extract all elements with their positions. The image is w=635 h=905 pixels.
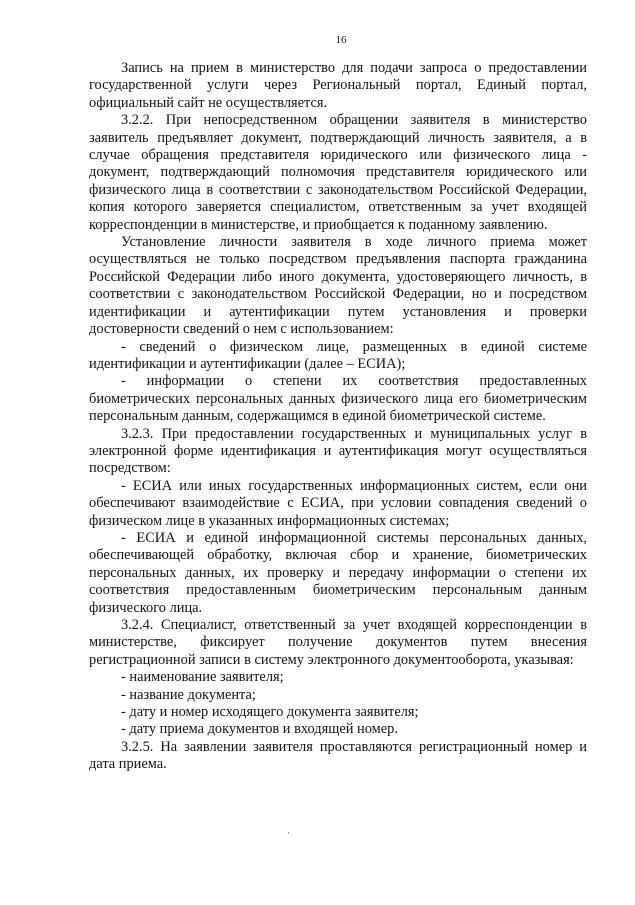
list-item-document-name: - название документа; <box>121 686 256 703</box>
list-item-esia-unified: - ЕСИА и единой информационной системы персональных данных, обеспечивающей обработку, включая сбор и хранение, биометрических персональных данных, их проверку и передачу информации о степени их соответствия предоставленным биометрическим персональным данным физического лица. <box>89 529 587 616</box>
paragraph-3-2-2: 3.2.2. При непосредственном обращении заявителя в министерство заявитель предъявляет документ, подтверждающий личность заявителя, а в случае обращения представителя юридического или физического лица - документ, подтверждающий полномочия представителя юридического или физического лица в соответствии с законодательством Российской Федерации, копия которого заверяется специалистом, ответственным за учет входящей корреспонденции в министерстве, и приобщается к поданному заявлению. <box>89 112 587 233</box>
list-item-outgoing-date: - дату и номер исходящего документа заявителя; <box>121 704 419 721</box>
list-item-esia-systems: - ЕСИА или иных государственных информационных систем, если они обеспечивают взаимодействие с ЕСИА, при условии совпадения сведений о физическом лице в указанных информационных системах; <box>89 477 587 529</box>
scan-speck: · <box>287 828 290 838</box>
list-item-applicant-name: - наименование заявителя; <box>121 669 284 686</box>
page-number: 16 <box>335 34 347 46</box>
paragraph-identity: Установление личности заявителя в ходе личного приема может осуществляться не только посредством предъявления паспорта гражданина Российской Федерации либо иного документа, удостоверяющего личность, в соответствии с законодательством Российской Федерации, но и посредством идентификации и аутентификации путем установления и проверки достоверности сведений о нем с использованием: <box>89 234 587 338</box>
list-item-esia: - сведений о физическом лице, размещенных в единой системе идентификации и аутентификации (далее – ЕСИА); <box>89 338 587 372</box>
paragraph-3-2-4: 3.2.4. Специалист, ответственный за учет входящей корреспонденции в министерстве, фиксирует получение документов путем внесения регистрационной записи в систему электронного документооборота, указывая: <box>89 617 587 668</box>
paragraph-3-2-5: 3.2.5. На заявлении заявителя проставляются регистрационный номер и дата приема. <box>89 738 587 773</box>
paragraph-appointment: Запись на прием в министерство для подачи запроса о предоставлении государственной услуги через Региональный портал, Единый портал, официальный сайт не осуществляется. <box>89 60 587 111</box>
document-body <box>89 60 587 774</box>
list-item-biometric: - информации о степени их соответствия предоставленных биометрических персональных данных физического лица его биометрическим персональным данным, содержащимся в единой биометрической системе. <box>89 373 587 425</box>
list-item-receipt-date: - дату приема документов и входящей номер. <box>121 721 398 738</box>
paragraph-3-2-3: 3.2.3. При предоставлении государственных и муниципальных услуг в электронной форме идентификация и аутентификация могут осуществляться посредством: <box>89 425 587 477</box>
